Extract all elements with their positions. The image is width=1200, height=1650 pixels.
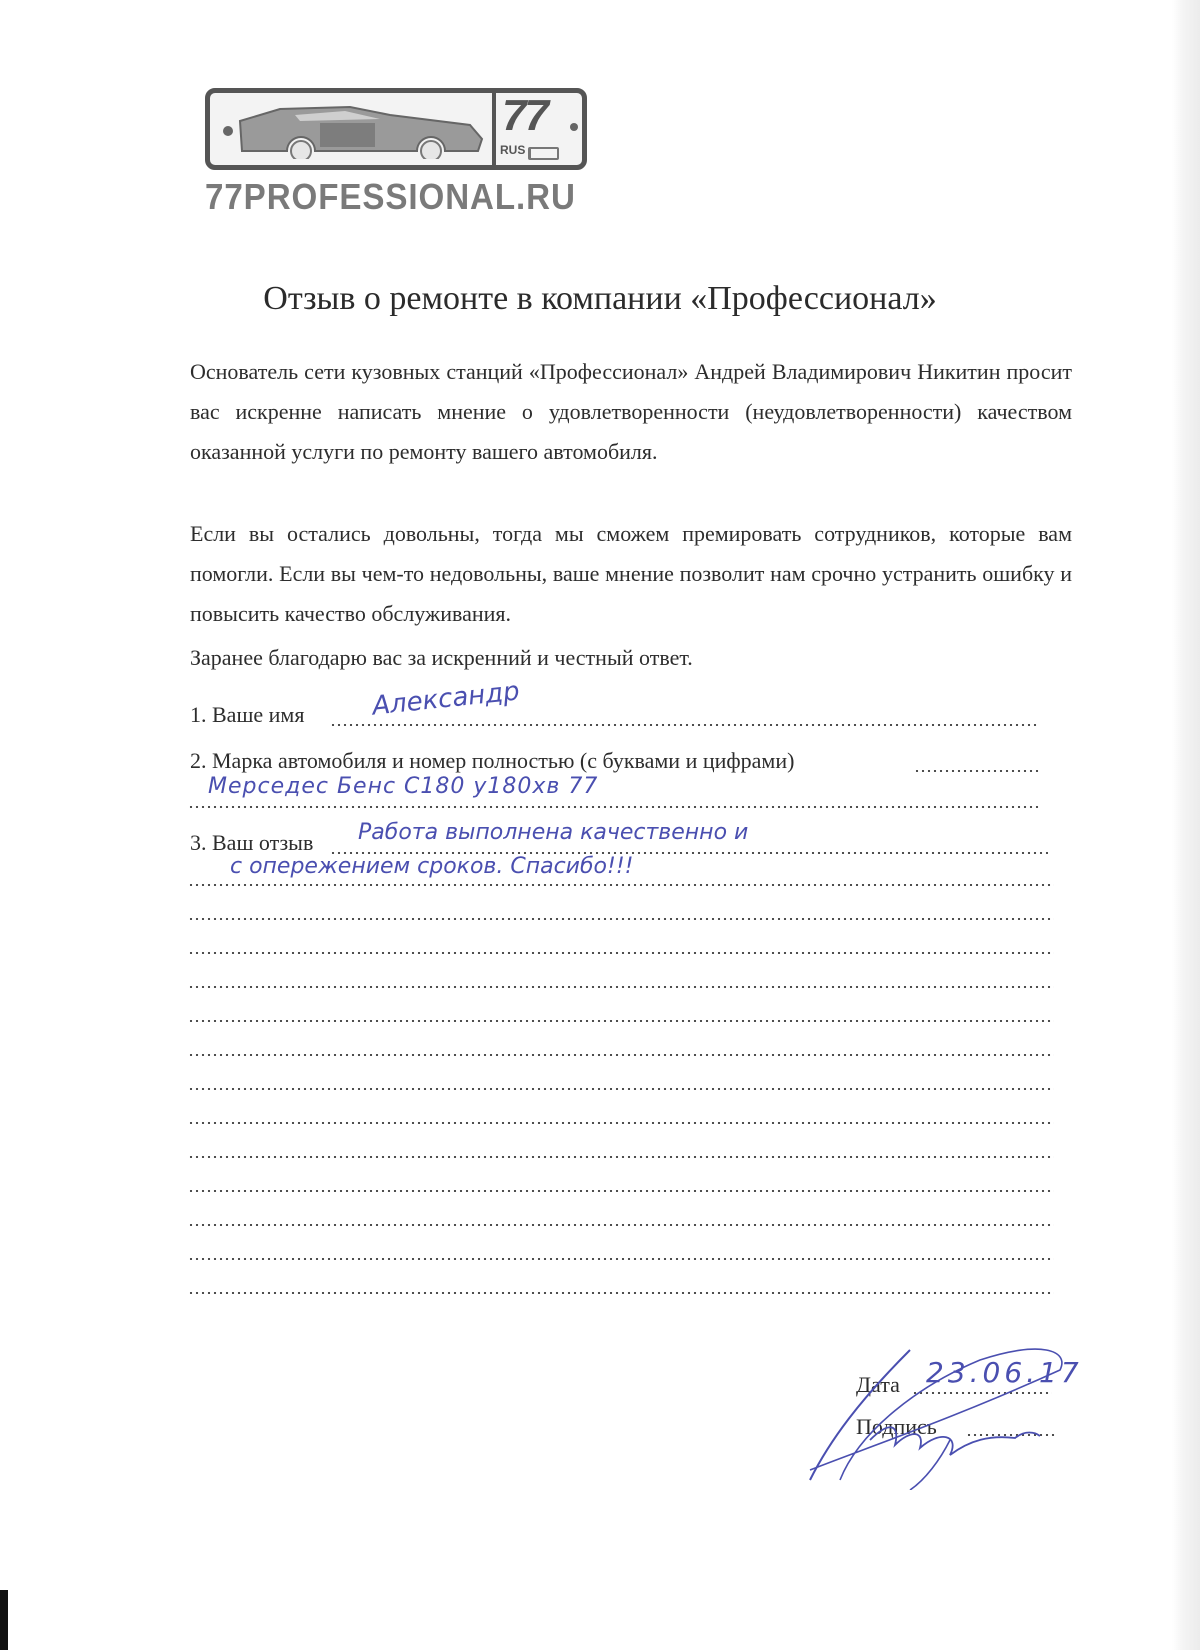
- plate-divider: [492, 93, 496, 165]
- document-title: Отзыв о ремонте в компании «Профессионал»: [263, 280, 937, 317]
- plate-bolt-icon: [570, 123, 578, 131]
- handwritten-signature[interactable]: [800, 1330, 1080, 1490]
- q2-label: 2. Марка автомобиля и номер полностью (с буквами и цифрами): [190, 748, 795, 773]
- car-icon: [220, 101, 490, 159]
- q1-answer[interactable]: Александр: [370, 676, 521, 722]
- q3-answer-line-1[interactable]: Работа выполнена качественно и: [358, 820, 749, 845]
- flag-icon: [528, 147, 559, 160]
- q1-dotted-line: [330, 724, 1038, 726]
- q3-label: 3. Ваш отзыв: [190, 830, 314, 855]
- review-line: [188, 1258, 1054, 1260]
- license-plate-logo: [205, 88, 587, 170]
- q3-answer-line-2[interactable]: с опережением сроков. Спасибо!!!: [230, 854, 634, 879]
- signature-label: Подпись: [856, 1414, 937, 1439]
- q2-answer[interactable]: Мерседес Бенс С180 у180хв 77: [208, 774, 599, 799]
- review-line: [188, 952, 1054, 954]
- review-line: [188, 1020, 1054, 1022]
- thanks-paragraph: Заранее благодарю вас за искренний и честный ответ.: [190, 645, 693, 670]
- region-code: 77: [502, 91, 547, 140]
- review-line: [188, 986, 1054, 988]
- review-line: [188, 1190, 1054, 1192]
- region-suffix: RUS: [500, 143, 526, 157]
- date-label: Дата: [856, 1372, 900, 1397]
- q1-label: 1. Ваше имя: [190, 702, 305, 727]
- intro-paragraph: Основатель сети кузовных станций «Профессионал» Андрей Владимирович Никитин просит вас искренне написать мнение о удовлетворенности (неудовлетворенности) качеством оказанной услуги по ремонту вашего автомобиля.: [190, 359, 1072, 464]
- review-line: [188, 1224, 1054, 1226]
- review-line: [188, 1156, 1054, 1158]
- q2-dotted-line: [914, 770, 1040, 772]
- q2-answer-dotted-line: [188, 806, 1040, 808]
- review-line: [188, 1054, 1054, 1056]
- review-line: [188, 1088, 1054, 1090]
- review-line: [188, 918, 1054, 920]
- scan-edge: [0, 1590, 8, 1650]
- review-line: [188, 1122, 1054, 1124]
- company-logo: [205, 88, 590, 218]
- purpose-paragraph: Если вы остались довольны, тогда мы сможем премировать сотрудников, которые вам помогли. Если вы чем-то недовольны, ваше мнение позволит нам срочно устранить ошибку и повысить качество обслуживания.: [190, 521, 1072, 626]
- review-line: [188, 884, 1054, 886]
- date-value[interactable]: 23.06.17: [926, 1356, 1083, 1389]
- scan-shadow: [1172, 0, 1200, 1650]
- review-line: [188, 1292, 1054, 1294]
- site-name: 77PROFESSIONAL.RU: [205, 176, 576, 217]
